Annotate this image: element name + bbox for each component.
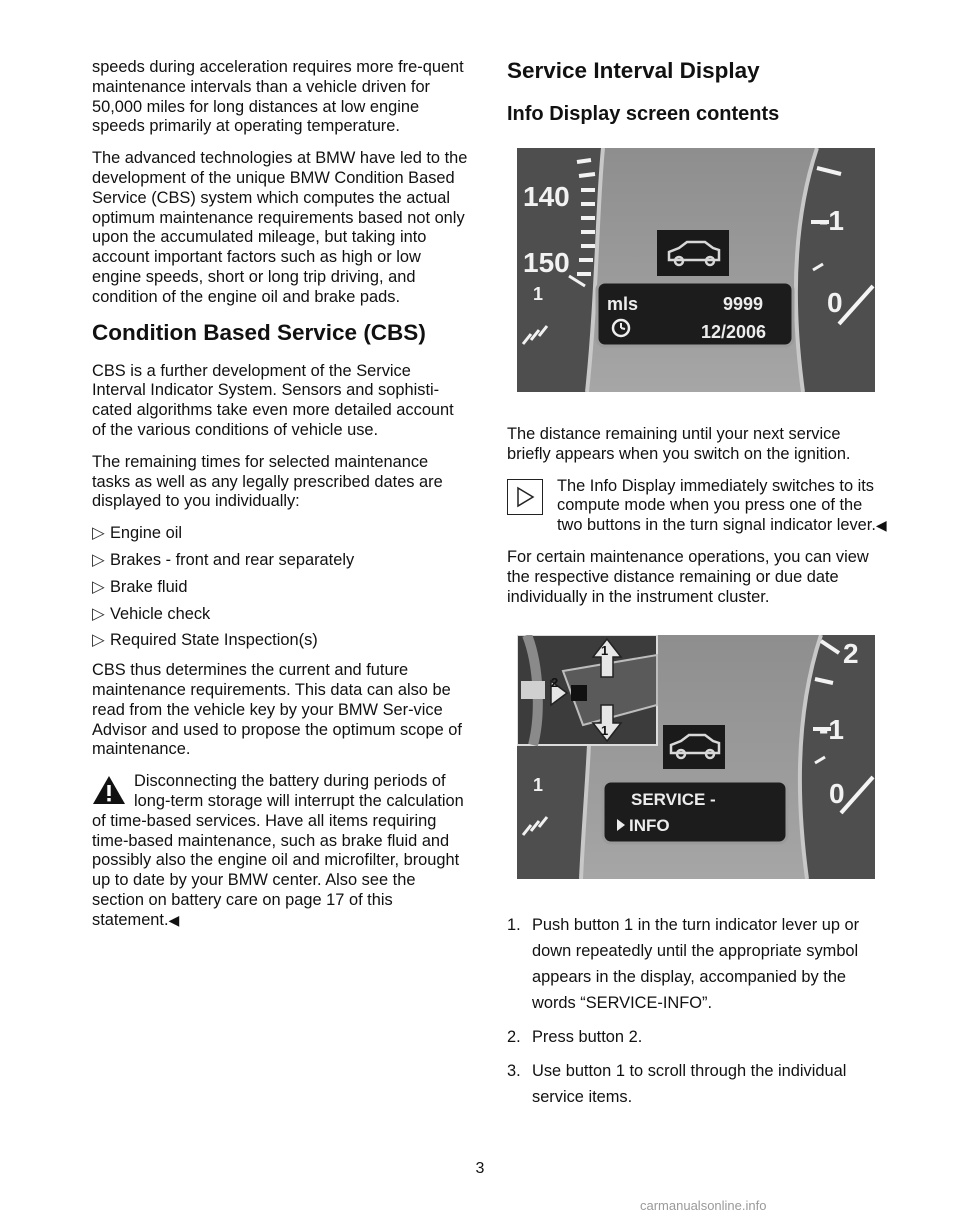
cbs-heading: Condition Based Service (CBS): [92, 319, 426, 345]
distance-remaining-paragraph: The distance remaining until your next service briefly appears when you switch on the ignition.: [507, 425, 851, 463]
step-text: Use button 1 to scroll through the individual service items.: [532, 1062, 847, 1107]
cbs-summary-paragraph: CBS thus determines the current and future maintenance requirements. This data can also be read from the vehicle key by your BMW Ser-vice Advisor and used to propose the optimum scope of maintenance.: [92, 661, 462, 759]
right-column: [507, 58, 887, 1118]
list-item: ▷ Engine oil: [92, 524, 182, 543]
display-line-service: SERVICE -: [631, 790, 716, 810]
battery-warning: [92, 772, 468, 930]
compute-mode-note: [507, 477, 887, 536]
cluster-display-figure: [517, 148, 875, 392]
bullet-triangle-icon: ▷: [92, 524, 105, 543]
subsection-heading: Info Display screen contents: [507, 103, 780, 125]
gauge-label: -1: [819, 714, 844, 746]
list-item: [507, 912, 887, 1016]
step-text: Push button 1 in the turn indicator lever up or down repeatedly until the appropriate symbol appears in the display, accompanied by the words “SERVICE-INFO”.: [532, 916, 860, 1013]
list-item: [507, 1058, 887, 1110]
distance-value: 9999: [723, 294, 764, 314]
step-number: 3.: [507, 1062, 521, 1081]
end-mark-icon: ◀: [875, 517, 887, 534]
note-text: The Info Display immediately switches to its compute mode when you press one of the two buttons in the turn signal indicator lever.: [557, 476, 876, 535]
list-item: ▷ Vehicle check: [92, 604, 211, 623]
list-item: ▷ Required State Inspection(s): [92, 631, 318, 650]
list-item: [507, 1024, 887, 1050]
procedure-steps: [507, 912, 887, 1110]
gauge-label: 0: [827, 287, 843, 318]
maintenance-task-list: [92, 524, 468, 651]
warning-triangle-icon: [92, 774, 126, 806]
step-number: 2.: [507, 1028, 521, 1047]
button-2-label: 2: [551, 675, 559, 691]
step-number: 1.: [507, 916, 521, 935]
cbs-description-paragraph: CBS is a further development of the Service Interval Indicator System. Sensors and sophisti-cated algorithms take even more detailed account of the various conditions of vehicle use.: [92, 361, 454, 439]
button-1-up-label: 1: [601, 643, 609, 659]
gauge-label: 2: [843, 638, 859, 670]
bullet-triangle-icon: ▷: [92, 631, 105, 650]
warning-text: Disconnecting the battery during periods of long-term storage will interrupt the calculation of time-based services. Have all items requiring time-based maintenance, such as brake fluid and possibly also the engine oil and microfilter, brought up to date by your BMW center. Also see the section on battery care on page 17 of this statement.: [92, 772, 464, 929]
due-date: 12/2006: [701, 322, 767, 342]
instrument-cluster-mileage-photo: [517, 148, 887, 397]
cbs-technology-paragraph: The advanced technologies at BMW have led to the development of the unique BMW Condition Based Service (CBS) system which computes the actual optimum maintenance requirements based not only upon the accumulated mileage, but taking into account important factors such as high or low engine speeds, short or long trip driving, and condition of the engine oil and brake pads.: [92, 149, 468, 306]
individual-view-paragraph: For certain maintenance operations, you can view the respective distance remaining or due date individually in the instrument cluster.: [507, 547, 869, 606]
service-symbol-box: [663, 725, 725, 769]
bullet-triangle-icon: ▷: [92, 550, 105, 569]
display-line-info: INFO: [629, 816, 670, 836]
step-text: Press button 2.: [532, 1028, 643, 1047]
distance-unit: mls: [607, 294, 639, 314]
bullet-triangle-icon: ▷: [92, 577, 105, 596]
end-mark-icon: ◀: [168, 911, 180, 928]
list-item: ▷ Brakes - front and rear separately: [92, 550, 355, 569]
left-column: [92, 58, 468, 942]
bullet-triangle-icon: ▷: [92, 604, 105, 623]
intro-paragraph: speeds during acceleration requires more fre-quent maintenance intervals than a vehicle driven for 50,000 miles for long distances at low engine speeds primarily at operating temperature.: [92, 58, 464, 136]
service-info-figure: [517, 635, 875, 879]
gauge-label: 1: [533, 775, 544, 796]
speed-label: 140: [523, 181, 570, 212]
list-item: ▷ Brake fluid: [92, 577, 188, 596]
gauge-label: 1: [533, 284, 544, 304]
section-heading: Service Interval Display: [507, 58, 760, 83]
instrument-cluster-service-info-photo: [517, 635, 887, 884]
gauge-label: -1: [819, 205, 844, 236]
speed-label: 150: [523, 247, 570, 278]
gauge-label: 0: [829, 778, 845, 810]
page-number: 3: [475, 1160, 485, 1177]
watermark: carmanualsonline.info: [640, 1198, 767, 1213]
button-1-down-label: 1: [601, 723, 609, 739]
remaining-times-paragraph: The remaining times for selected maintenance tasks as well as any legally prescribed dates are displayed to you individually:: [92, 452, 443, 511]
note-triangle-icon: [507, 479, 543, 515]
